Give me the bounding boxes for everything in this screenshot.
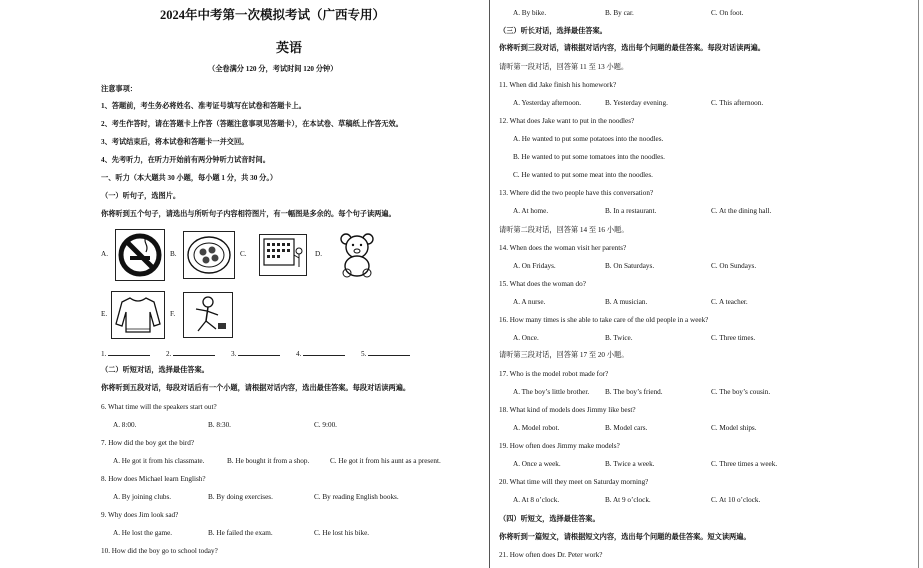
option-11b: B. Yesterday evening. [605, 99, 668, 107]
option-9c: C. He lost his bike. [314, 529, 370, 537]
answer-blank: 3. [231, 349, 280, 358]
option-15a: A. A nurse. [513, 298, 546, 306]
section3-heading: （三）听长对话，选择最佳答案。 [499, 27, 607, 35]
option-13c: C. At the dining hall. [711, 207, 772, 215]
option-16a: A. Once. [513, 334, 539, 342]
question-16: 16. How many times is she able to take care of the old people in a week? [499, 316, 709, 324]
option-10c: C. On foot. [711, 9, 744, 17]
option-12c: C. He wanted to put some meat into the noodles. [513, 171, 653, 179]
notice-item: 1、答题前，考生务必将姓名、准考证号填写在试卷和答题卡上。 [101, 102, 306, 110]
answer-blank: 5. [361, 349, 410, 358]
question-13: 13. Where did the two people have this conversation? [499, 189, 654, 197]
section1-instruction: 你将听到五个句子，请选出与所听句子内容相符图片，有一幅图是多余的。每个句子读两遍。 [101, 210, 396, 218]
option-8c: C. By reading English books. [314, 493, 399, 501]
question-7: 7. How did the boy get the bird? [101, 439, 195, 447]
calendar-picture [259, 234, 307, 276]
pic-label-b: B. [170, 250, 177, 258]
option-19b: B. Twice a week. [605, 460, 655, 468]
option-16b: B. Twice. [605, 334, 633, 342]
section2-instruction: 你将听到五段对话，每段对话后有一个小题，请根据对话内容，选出最佳答案。每段对话读两遍。 [101, 384, 411, 392]
option-10b: B. By car. [605, 9, 634, 17]
section1-heading: （一）听句子，选图片。 [101, 192, 181, 200]
question-21: 21. How often does Dr. Peter work? [499, 551, 603, 559]
subject-title: 英语 [276, 40, 303, 55]
question-20: 20. What time will they meet on Saturday morning? [499, 478, 649, 486]
pic-label-c: C. [240, 250, 247, 258]
group-1-instruction: 请听第一段对话，回答第 11 至 13 小题。 [499, 63, 629, 71]
group-2-instruction: 请听第二段对话，回答第 14 至 16 小题。 [499, 226, 629, 234]
option-17a: A. The boy’s little brother. [513, 388, 590, 396]
option-10a: A. By bike. [513, 9, 547, 17]
question-6: 6. What time will the speakers start out? [101, 403, 217, 411]
notice-heading: 注意事项： [101, 85, 137, 93]
running-child-icon [184, 293, 232, 337]
question-12: 12. What does Jake want to put in the noodles? [499, 117, 635, 125]
option-9b: B. He failed the exam. [208, 529, 273, 537]
calendar-icon [260, 235, 306, 275]
notice-item: 4、先考听力，在听力开始前有两分钟听力试音时间。 [101, 156, 270, 164]
option-17c: C. The boy’s cousin. [711, 388, 771, 396]
part1-heading: 一、听力（本大题共 30 小题，每小题 1 分，共 30 分。） [101, 174, 278, 182]
section2-heading: （二）听短对话，选择最佳答案。 [101, 366, 209, 374]
option-15c: C. A teacher. [711, 298, 748, 306]
option-12b: B. He wanted to put some tomatoes into the noodles. [513, 153, 665, 161]
option-14a: A. On Fridays. [513, 262, 556, 270]
option-20b: B. At 9 o’clock. [605, 496, 651, 504]
question-18: 18. What kind of models does Jimmy like best? [499, 406, 636, 414]
option-18a: A. Model robot. [513, 424, 560, 432]
option-6a: A. 8:00. [113, 421, 137, 429]
child-picture [183, 292, 233, 338]
option-11c: C. This afternoon. [711, 99, 764, 107]
pic-label-d: D. [315, 250, 322, 258]
option-12a: A. He wanted to put some potatoes into the noodles. [513, 135, 664, 143]
option-11a: A. Yesterday afternoon. [513, 99, 582, 107]
option-17b: B. The boy’s friend. [605, 388, 663, 396]
exam-title: 2024年中考第一次模拟考试（广西专用） [160, 8, 386, 22]
question-14: 14. When does the woman visit her parents? [499, 244, 627, 252]
answer-blank: 4. [296, 349, 345, 358]
option-18b: B. Model cars. [605, 424, 648, 432]
food-plate-icon [184, 232, 234, 278]
option-19c: C. Three times a week. [711, 460, 778, 468]
option-14b: B. On Saturdays. [605, 262, 655, 270]
option-14c: C. On Sundays. [711, 262, 757, 270]
question-8: 8. How does Michael learn English? [101, 475, 206, 483]
option-18c: C. Model ships. [711, 424, 757, 432]
section3-instruction: 你将听到三段对话，请根据对话内容，选出每个问题的最佳答案。每段对话读两遍。 [499, 44, 765, 52]
section4-heading: （四）听短文，选择最佳答案。 [499, 515, 600, 523]
option-16c: C. Three times. [711, 334, 756, 342]
group-3-instruction: 请听第三段对话，回答第 17 至 20 小题。 [499, 351, 629, 359]
question-19: 19. How often does Jimmy make models? [499, 442, 620, 450]
option-7b: B. He bought it from a shop. [227, 457, 310, 465]
no-smoking-picture [115, 229, 165, 281]
sweater-picture [111, 291, 165, 339]
answer-blank: 2. [166, 349, 215, 358]
option-20a: A. At 8 o’clock. [513, 496, 560, 504]
option-7c: C. He got it from his aunt as a present. [330, 457, 441, 465]
page-right-border [918, 0, 919, 568]
pic-label-f: F. [170, 310, 176, 318]
teddy-bear-icon [332, 230, 382, 278]
option-6b: B. 8:30. [208, 421, 231, 429]
column-divider [489, 0, 490, 568]
question-17: 17. Who is the model robot made for? [499, 370, 609, 378]
option-19a: A. Once a week. [513, 460, 561, 468]
option-6c: C. 9:00. [314, 421, 337, 429]
score-note: （全卷满分 120 分，考试时间 120 分钟） [208, 65, 338, 73]
teddy-bear-picture [332, 230, 382, 278]
section4-instruction: 你将听到一篇短文，请根据短文内容，选出每个问题的最佳答案。短文读两遍。 [499, 533, 751, 541]
question-15: 15. What does the woman do? [499, 280, 586, 288]
food-plate-picture [183, 231, 235, 279]
option-15b: B. A musician. [605, 298, 648, 306]
pic-label-a: A. [101, 250, 108, 258]
option-13b: B. In a restaurant. [605, 207, 657, 215]
answer-blank: 1. [101, 349, 150, 358]
option-7a: A. He got it from his classmate. [113, 457, 205, 465]
option-9a: A. He lost the game. [113, 529, 173, 537]
question-10: 10. How did the boy go to school today? [101, 547, 218, 555]
notice-item: 2、考生作答时，请在答题卡上作答（答题注意事项见答题卡），在本试卷、草稿纸上作答无效。 [101, 120, 403, 128]
question-11: 11. When did Jake finish his homework? [499, 81, 617, 89]
option-8a: A. By joining clubs. [113, 493, 172, 501]
option-20c: C. At 10 o’clock. [711, 496, 761, 504]
pic-label-e: E. [101, 310, 108, 318]
question-9: 9. Why does Jim look sad? [101, 511, 179, 519]
notice-item: 3、考试结束后，将本试卷和答题卡一并交回。 [101, 138, 249, 146]
no-smoking-icon [116, 230, 164, 280]
option-8b: B. By doing exercises. [208, 493, 273, 501]
option-13a: A. At home. [513, 207, 549, 215]
sweater-icon [112, 292, 164, 338]
